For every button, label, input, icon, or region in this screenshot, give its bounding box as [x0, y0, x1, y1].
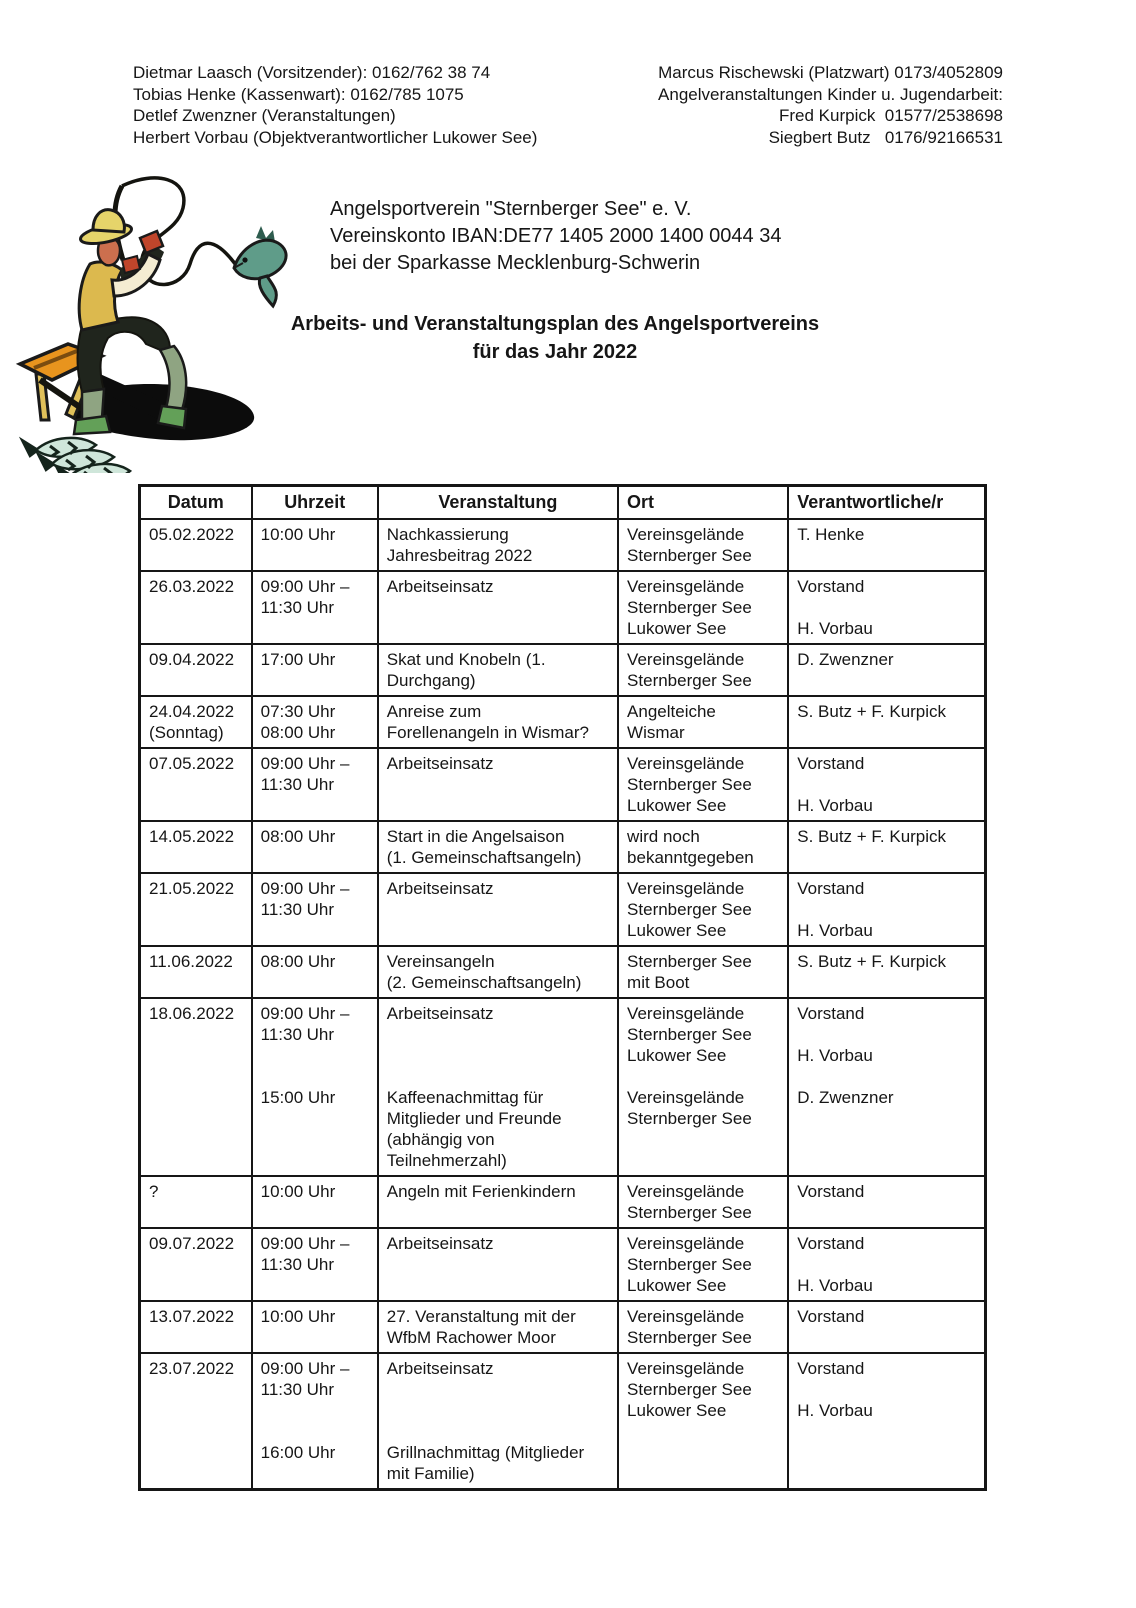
cell-line: H. Vorbau — [797, 921, 873, 940]
contact-line: Marcus Rischewski (Platzwart) 0173/4052809 — [658, 63, 1003, 82]
table-cell-verantwortlich — [788, 998, 985, 1176]
cell-line: Vorstand — [797, 1359, 865, 1378]
cell-line: H. Vorbau — [797, 796, 873, 815]
table-row — [140, 696, 986, 748]
cell-line: Sternberger See — [627, 952, 752, 971]
cell-line: Vereinsgelände — [627, 650, 745, 669]
table-cell-datum — [140, 519, 252, 571]
cell-line: Grillnachmittag (Mitglieder — [386, 1443, 585, 1462]
table-cell-datum — [140, 873, 252, 946]
cell-line: 05.02.2022 — [149, 525, 235, 544]
cell-line: Vereinsgelände — [627, 577, 745, 596]
cell-line: 09:00 Uhr – — [260, 879, 350, 898]
cell-line: 10:00 Uhr — [260, 525, 336, 544]
table-cell-verantwortlich — [788, 946, 985, 998]
cell-line: H. Vorbau — [797, 1046, 873, 1065]
table-cell-veranstaltung — [378, 1353, 618, 1490]
cell-line: Arbeitseinsatz — [386, 879, 494, 898]
table-cell-ort — [618, 1176, 788, 1228]
cell-line: Vorstand — [797, 1004, 865, 1023]
cell-line: T. Henke — [797, 525, 865, 544]
cell-line: 16:00 Uhr — [260, 1443, 336, 1462]
table-cell-verantwortlich — [788, 696, 985, 748]
table-cell-veranstaltung — [378, 571, 618, 644]
table-cell-veranstaltung — [378, 519, 618, 571]
table-cell-veranstaltung — [378, 998, 618, 1176]
cell-line: 09:00 Uhr – — [260, 1359, 350, 1378]
table-row — [140, 1228, 986, 1301]
cell-line — [797, 1024, 976, 1045]
cell-line: 09:00 Uhr – — [260, 1234, 350, 1253]
cell-line: Nachkassierung — [386, 525, 509, 544]
fish-pile-icon — [22, 438, 130, 473]
table-row — [140, 519, 986, 571]
column-header-verantwortlich: Verantwortliche/r — [788, 486, 985, 520]
table-cell-verantwortlich — [788, 748, 985, 821]
cell-line: Vereinsgelände — [627, 879, 745, 898]
table-cell-ort — [618, 571, 788, 644]
cell-line: Vereinsgelände — [627, 525, 745, 544]
table-cell-veranstaltung — [378, 1301, 618, 1353]
cell-line — [387, 1379, 609, 1400]
cell-line: 11:30 Uhr — [260, 1025, 335, 1044]
table-cell-uhrzeit — [252, 1228, 378, 1301]
cell-line: Lukower See — [627, 619, 727, 638]
cell-line: 08:00 Uhr — [260, 723, 336, 742]
contacts-right — [658, 62, 1003, 148]
table-cell-veranstaltung — [378, 1228, 618, 1301]
cell-line: 11:30 Uhr — [260, 775, 335, 794]
cell-line: Arbeitseinsatz — [386, 754, 494, 773]
cell-line: Vorstand — [797, 577, 865, 596]
cell-line: 21.05.2022 — [149, 879, 235, 898]
contacts-left — [133, 62, 537, 148]
cell-line: mit Boot — [627, 973, 690, 992]
cell-line: bekanntgegeben — [627, 848, 754, 867]
table-cell-datum — [140, 571, 252, 644]
cell-line: Vereinsangeln — [386, 952, 495, 971]
club-name: Angelsportverein "Sternberger See" e. V. — [330, 198, 692, 220]
table-cell-ort — [618, 1353, 788, 1490]
table-row — [140, 1353, 986, 1490]
cell-line: Arbeitseinsatz — [386, 1004, 494, 1023]
table-cell-ort — [618, 1228, 788, 1301]
cell-line: Arbeitseinsatz — [386, 1359, 494, 1378]
table-cell-veranstaltung — [378, 748, 618, 821]
table-cell-verantwortlich — [788, 644, 985, 696]
cell-line: Sternberger See — [627, 546, 752, 565]
cell-line: Vereinsgelände — [627, 1359, 745, 1378]
table-cell-veranstaltung — [378, 644, 618, 696]
cell-line: Vorstand — [797, 1307, 865, 1326]
cell-line: Sternberger See — [627, 598, 752, 617]
table-cell-ort — [618, 946, 788, 998]
cell-line: 10:00 Uhr — [260, 1182, 336, 1201]
cell-line: 17:00 Uhr — [260, 650, 336, 669]
cell-line — [261, 1400, 369, 1421]
table-cell-veranstaltung — [378, 1176, 618, 1228]
cell-line: S. Butz + F. Kurpick — [797, 952, 947, 971]
contact-line: Dietmar Laasch (Vorsitzender): 0162/762 38 74 — [133, 63, 491, 82]
table-cell-uhrzeit — [252, 1353, 378, 1490]
table-cell-verantwortlich — [788, 821, 985, 873]
cell-line: Durchgang) — [386, 671, 476, 690]
table-cell-datum — [140, 946, 252, 998]
cell-line: Vereinsgelände — [627, 1004, 745, 1023]
cell-line: 09:00 Uhr – — [260, 754, 350, 773]
cell-line: Sternberger See — [627, 900, 752, 919]
cell-line — [797, 1379, 976, 1400]
cell-line — [261, 1045, 369, 1066]
table-cell-datum — [140, 1176, 252, 1228]
contact-line: Fred Kurpick 01577/2538698 — [779, 106, 1003, 125]
table-cell-datum — [140, 1353, 252, 1490]
table-cell-datum — [140, 1301, 252, 1353]
cell-line: Teilnehmerzahl) — [386, 1151, 507, 1170]
contact-header — [133, 62, 1003, 148]
contact-line: Tobias Henke (Kassenwart): 0162/785 1075 — [133, 84, 464, 104]
contact-line: Detlef Zwenzner (Veranstaltungen) — [133, 106, 396, 125]
table-cell-uhrzeit — [252, 644, 378, 696]
cell-line: S. Butz + F. Kurpick — [797, 827, 947, 846]
cell-line: 13.07.2022 — [149, 1307, 235, 1326]
table-row — [140, 1176, 986, 1228]
jumping-fish-icon — [234, 226, 286, 306]
table-cell-datum — [140, 821, 252, 873]
table-cell-uhrzeit — [252, 873, 378, 946]
cell-line: Anreise zum — [386, 702, 482, 721]
club-bank: bei der Sparkasse Mecklenburg-Schwerin — [330, 252, 701, 274]
table-cell-datum — [140, 644, 252, 696]
column-header-ort: Ort — [618, 486, 788, 520]
table-cell-datum — [140, 998, 252, 1176]
cell-line: 09:00 Uhr – — [260, 1004, 350, 1023]
table-cell-ort — [618, 748, 788, 821]
cell-line: Sternberger See — [627, 1109, 752, 1128]
cell-line — [797, 774, 976, 795]
table-cell-verantwortlich — [788, 1353, 985, 1490]
cell-line: Angeln mit Ferienkindern — [386, 1182, 576, 1201]
cell-line: 08:00 Uhr — [260, 827, 336, 846]
table-cell-uhrzeit — [252, 946, 378, 998]
cell-line: 11:30 Uhr — [260, 900, 335, 919]
table-cell-uhrzeit — [252, 748, 378, 821]
cell-line: Vorstand — [797, 754, 865, 773]
column-header-veranstaltung: Veranstaltung — [378, 486, 618, 520]
plan-heading — [150, 310, 960, 366]
cell-line: 09.04.2022 — [149, 650, 235, 669]
cell-line: Skat und Knobeln (1. — [386, 650, 546, 669]
cell-line: 23.07.2022 — [149, 1359, 235, 1378]
cell-line — [261, 1421, 369, 1442]
cell-line: Mitglieder und Freunde — [386, 1109, 562, 1128]
table-row — [140, 998, 986, 1176]
cell-line: Sternberger See — [627, 1380, 752, 1399]
table-cell-ort — [618, 821, 788, 873]
cell-line — [797, 597, 976, 618]
schedule-table-body — [140, 519, 986, 1490]
cell-line: WfbM Rachower Moor — [386, 1328, 556, 1347]
cell-line — [387, 1421, 609, 1442]
cell-line: D. Zwenzner — [797, 650, 894, 669]
cell-line: Sternberger See — [627, 1203, 752, 1222]
cell-line: Angelteiche — [627, 702, 716, 721]
table-cell-uhrzeit — [252, 821, 378, 873]
cell-line: (abhängig von — [386, 1130, 495, 1149]
cell-line: Arbeitseinsatz — [386, 577, 494, 596]
cell-line: 09:00 Uhr – — [260, 577, 350, 596]
cell-line: Start in die Angelsaison — [386, 827, 565, 846]
plan-heading-line1: Arbeits- und Veranstaltungsplan des Angelsportvereins — [290, 313, 820, 335]
cell-line: Vorstand — [797, 1182, 865, 1201]
table-row — [140, 1301, 986, 1353]
table-cell-ort — [618, 873, 788, 946]
cell-line: 09.07.2022 — [149, 1234, 235, 1253]
cell-line: 14.05.2022 — [149, 827, 235, 846]
table-cell-ort — [618, 998, 788, 1176]
cell-line: D. Zwenzner — [797, 1088, 894, 1107]
cell-line: 11:30 Uhr — [260, 1255, 335, 1274]
cell-line: 18.06.2022 — [149, 1004, 235, 1023]
cell-line: 11:30 Uhr — [260, 598, 335, 617]
contact-line: Herbert Vorbau (Objektverantwortlicher Lukower See) — [133, 127, 538, 147]
cell-line — [797, 899, 976, 920]
contact-line: Siegbert Butz 0176/92166531 — [768, 127, 1003, 147]
cell-line: Sternberger See — [627, 1255, 752, 1274]
cell-line: Forellenangeln in Wismar? — [386, 723, 589, 742]
table-cell-uhrzeit — [252, 519, 378, 571]
table-cell-datum — [140, 696, 252, 748]
column-header-datum: Datum — [140, 486, 252, 520]
table-row — [140, 748, 986, 821]
cell-line: Sternberger See — [627, 1025, 752, 1044]
cell-line: Vorstand — [797, 1234, 865, 1253]
table-cell-uhrzeit — [252, 1301, 378, 1353]
table-cell-uhrzeit — [252, 998, 378, 1176]
cell-line: H. Vorbau — [797, 619, 873, 638]
cell-line: 15:00 Uhr — [260, 1088, 336, 1107]
schedule-table — [138, 484, 987, 1491]
cell-line: 27. Veranstaltung mit der — [386, 1307, 576, 1326]
cell-line: Vorstand — [797, 879, 865, 898]
cell-line — [261, 1066, 369, 1087]
plan-heading-line2: für das Jahr 2022 — [472, 341, 638, 363]
table-cell-verantwortlich — [788, 519, 985, 571]
cell-line: 24.04.2022 — [149, 702, 235, 721]
cell-line — [387, 1045, 609, 1066]
cell-line: 08:00 Uhr — [260, 952, 336, 971]
cell-line: S. Butz + F. Kurpick — [797, 702, 947, 721]
club-account: Vereinskonto IBAN:DE77 1405 2000 1400 0044 34 — [330, 225, 782, 247]
cell-line: Sternberger See — [627, 775, 752, 794]
table-cell-ort — [618, 1301, 788, 1353]
cell-line: wird noch — [627, 827, 700, 846]
table-cell-uhrzeit — [252, 1176, 378, 1228]
cell-line: Lukower See — [627, 1401, 727, 1420]
cell-line — [387, 1024, 609, 1045]
table-cell-verantwortlich — [788, 1301, 985, 1353]
table-cell-verantwortlich — [788, 1228, 985, 1301]
table-row — [140, 571, 986, 644]
cell-line: Kaffeenachmittag für — [386, 1088, 544, 1107]
cell-line — [627, 1066, 779, 1087]
table-row — [140, 946, 986, 998]
cell-line — [797, 1066, 976, 1087]
cell-line: 26.03.2022 — [149, 577, 235, 596]
table-header-row — [140, 486, 986, 520]
table-cell-verantwortlich — [788, 571, 985, 644]
cell-line: 11.06.2022 — [149, 952, 233, 971]
cell-line: Vereinsgelände — [627, 1307, 745, 1326]
cell-line: 10:00 Uhr — [260, 1307, 336, 1326]
cell-line: Vereinsgelände — [627, 1088, 745, 1107]
cell-line: Lukower See — [627, 1276, 727, 1295]
table-cell-veranstaltung — [378, 873, 618, 946]
table-cell-verantwortlich — [788, 873, 985, 946]
cell-line: (Sonntag) — [149, 723, 224, 742]
cell-line: (1. Gemeinschaftsangeln) — [386, 848, 582, 867]
cell-line: Lukower See — [627, 921, 727, 940]
table-cell-datum — [140, 1228, 252, 1301]
table-cell-veranstaltung — [378, 696, 618, 748]
table-cell-verantwortlich — [788, 1176, 985, 1228]
table-row — [140, 821, 986, 873]
table-row — [140, 644, 986, 696]
cell-line: Lukower See — [627, 796, 727, 815]
cell-line: 07.05.2022 — [149, 754, 235, 773]
table-cell-uhrzeit — [252, 571, 378, 644]
table-cell-ort — [618, 644, 788, 696]
table-cell-veranstaltung — [378, 821, 618, 873]
cell-line — [387, 1066, 609, 1087]
cell-line: (2. Gemeinschaftsangeln) — [386, 973, 582, 992]
column-header-uhrzeit: Uhrzeit — [252, 486, 378, 520]
table-row — [140, 873, 986, 946]
cell-line: Sternberger See — [627, 1328, 752, 1347]
cell-line: Jahresbeitrag 2022 — [386, 546, 533, 565]
cell-line: Arbeitseinsatz — [386, 1234, 494, 1253]
cell-line — [387, 1400, 609, 1421]
cell-line: Vereinsgelände — [627, 1234, 745, 1253]
cell-line: H. Vorbau — [797, 1276, 873, 1295]
contact-line: Angelveranstaltungen Kinder u. Jugendarbeit: — [658, 84, 1003, 104]
cell-line — [797, 1254, 976, 1275]
cell-line: Wismar — [627, 723, 685, 742]
cell-line: 07:30 Uhr — [260, 702, 336, 721]
club-info — [330, 196, 781, 277]
table-cell-ort — [618, 519, 788, 571]
table-cell-datum — [140, 748, 252, 821]
cell-line: mit Familie) — [386, 1464, 475, 1483]
table-cell-uhrzeit — [252, 696, 378, 748]
cell-line: 11:30 Uhr — [260, 1380, 335, 1399]
table-cell-ort — [618, 696, 788, 748]
cell-line: Vereinsgelände — [627, 1182, 745, 1201]
cell-line: Vereinsgelände — [627, 754, 745, 773]
cell-line: H. Vorbau — [797, 1401, 873, 1420]
cell-line: ? — [149, 1182, 159, 1201]
cell-line: Lukower See — [627, 1046, 727, 1065]
table-cell-veranstaltung — [378, 946, 618, 998]
cell-line: Sternberger See — [627, 671, 752, 690]
